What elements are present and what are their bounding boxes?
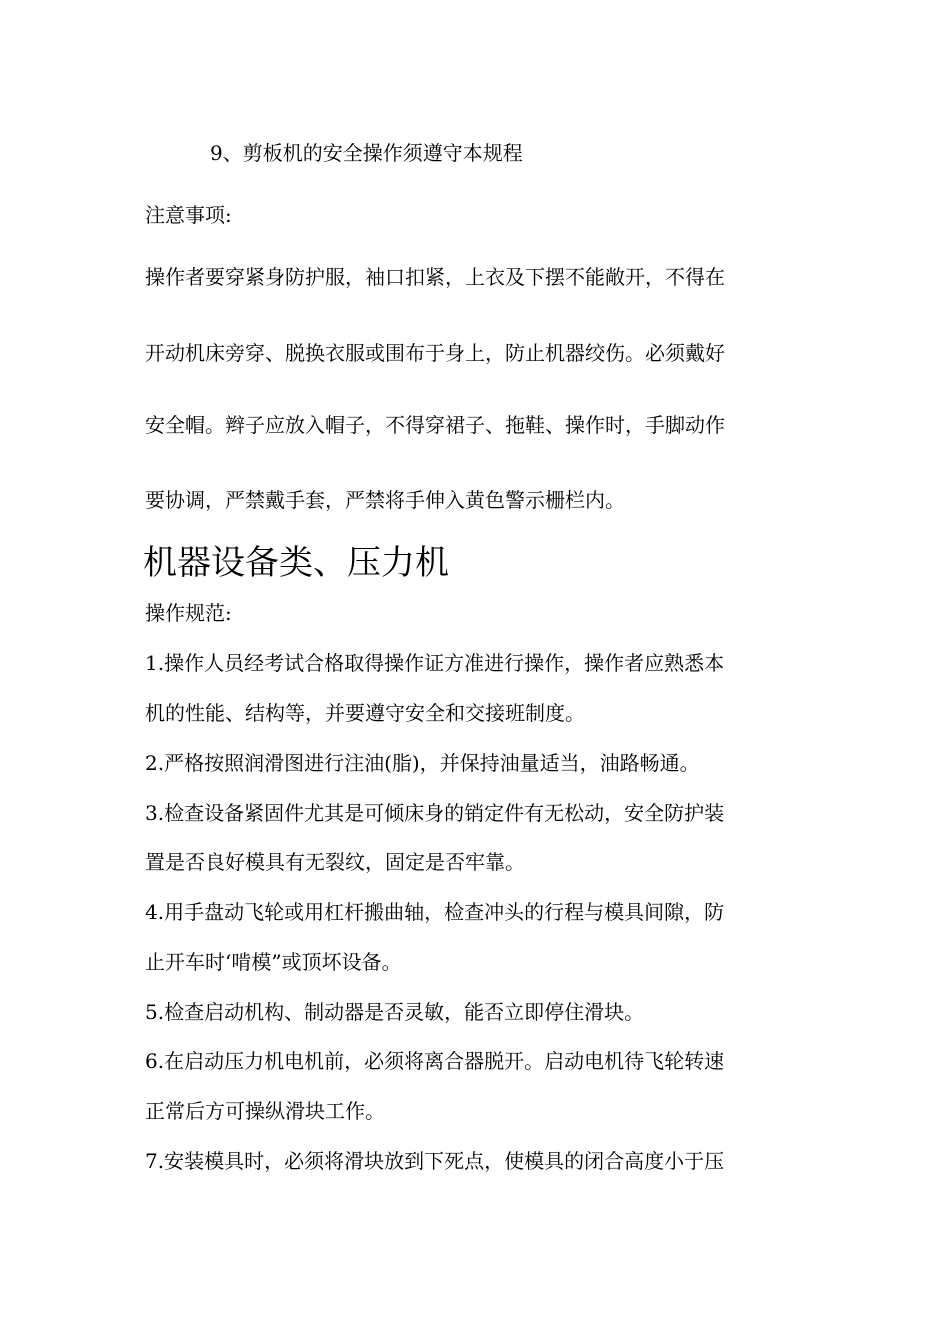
item-9-text: 9、剪板机的安全操作须遵守本规程 (210, 141, 523, 165)
spec-line-10: 正常后方可操纵滑块工作。 (145, 1099, 385, 1123)
notes-line-1: 操作者要穿紧身防护服，袖口扣紧，上衣及下摆不能敞开，不得在 (145, 265, 725, 289)
spec-line-4: 3.检查设备紧固件尤其是可倾床身的销定件有无松动，安全防护装 (145, 801, 725, 825)
notes-label: 注意事项: (145, 203, 232, 227)
section-heading: 机器设备类、压力机 (143, 543, 449, 583)
spec-label: 操作规范: (145, 601, 232, 625)
notes-line-2: 开动机床旁穿、脱换衣服或围布于身上，防止机器绞伤。必须戴好 (145, 341, 725, 365)
spec-line-2: 机的性能、结构等，并要遵守安全和交接班制度。 (145, 701, 585, 725)
spec-line-3: 2.严格按照润滑图进行注油(脂)，并保持油量适当，油路畅通。 (145, 751, 700, 775)
notes-line-4: 要协调，严禁戴手套，严禁将手伸入黄色警示栅栏内。 (145, 488, 625, 512)
spec-line-6: 4.用手盘动飞轮或用杠杆搬曲轴，检查冲头的行程与模具间隙，防 (145, 900, 725, 924)
spec-line-9: 6.在启动压力机电机前，必须将离合器脱开。启动电机待飞轮转速 (145, 1049, 725, 1073)
notes-line-3: 安全帽。辫子应放入帽子，不得穿裙子、拖鞋、操作时，手脚动作 (145, 413, 725, 437)
spec-line-1: 1.操作人员经考试合格取得操作证方准进行操作，操作者应熟悉本 (145, 651, 725, 675)
spec-line-7: 止开车时‘啃模”或顶坏设备。 (145, 950, 402, 974)
spec-line-5: 置是否良好模具有无裂纹，固定是否牢靠。 (145, 850, 525, 874)
spec-line-11: 7.安装模具时，必须将滑块放到下死点，使模具的闭合高度小于压 (145, 1149, 725, 1173)
spec-line-8: 5.检查启动机构、制动器是否灵敏，能否立即停住滑块。 (145, 1000, 645, 1024)
